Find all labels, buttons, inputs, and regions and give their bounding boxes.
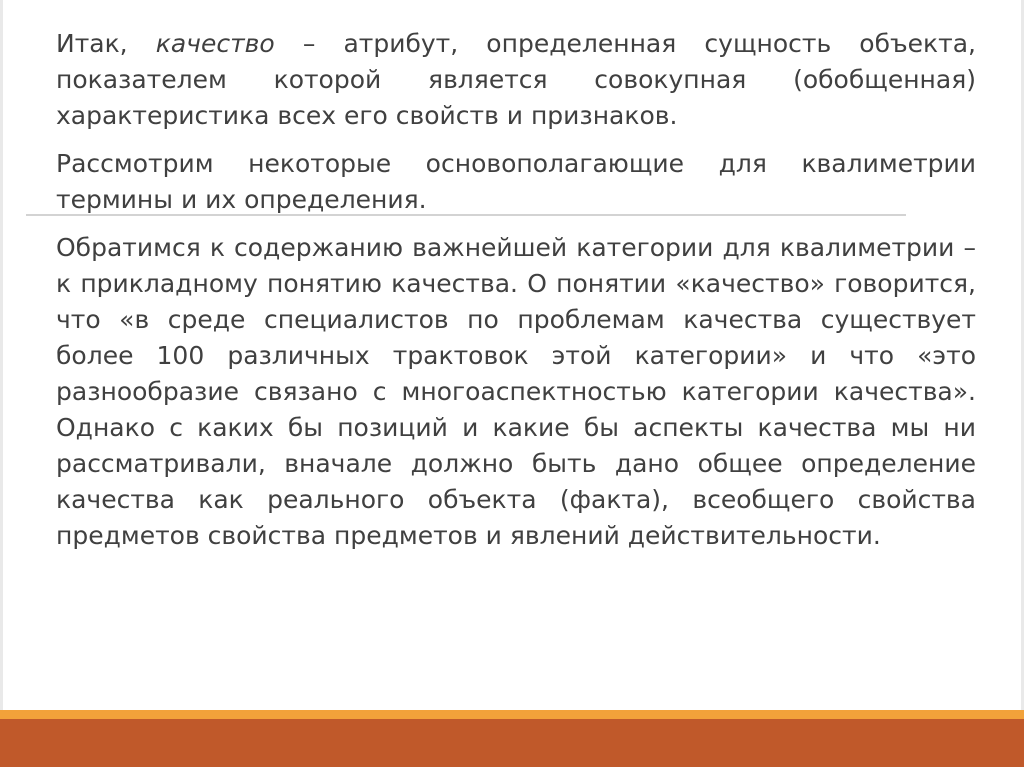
footer-band bbox=[0, 710, 1024, 767]
term-quality: качество bbox=[155, 29, 275, 58]
paragraph-quality-category: Обратимся к содержанию важнейшей категории для квалиметрии – к прикладному понятию качества. О понятии «качество» говорится, что «в среде специалистов по проблемам качества существует более 100 различных трактовок этой категории» и что «это разнообразие связано с многоаспектностью категории качества». Однако с каких бы позиций и какие бы аспекты качества мы ни рассматривали, вначале должно быть дано общее определение качества как реального объекта (факта), всеобщего свойства предметов свойства предметов и явлений действительности. bbox=[56, 233, 976, 550]
footer-band-main bbox=[0, 719, 1024, 767]
underline-divider bbox=[26, 214, 906, 216]
paragraph-definition-lead: Итак, bbox=[56, 29, 156, 58]
slide-border-left bbox=[0, 0, 3, 710]
paragraph-terms-intro: Рассмотрим некоторые основополагающие для квалиметрии термины и их определения. bbox=[56, 149, 976, 214]
footer-band-accent bbox=[0, 710, 1024, 719]
slide-body bbox=[56, 26, 976, 566]
paragraph-definition-rest: – атрибут, определенная сущность объекта, показателем которой является совокупная (обобщенная) характеристика всех его свойств и признаков. bbox=[56, 29, 976, 130]
paragraph-definition bbox=[56, 26, 976, 134]
